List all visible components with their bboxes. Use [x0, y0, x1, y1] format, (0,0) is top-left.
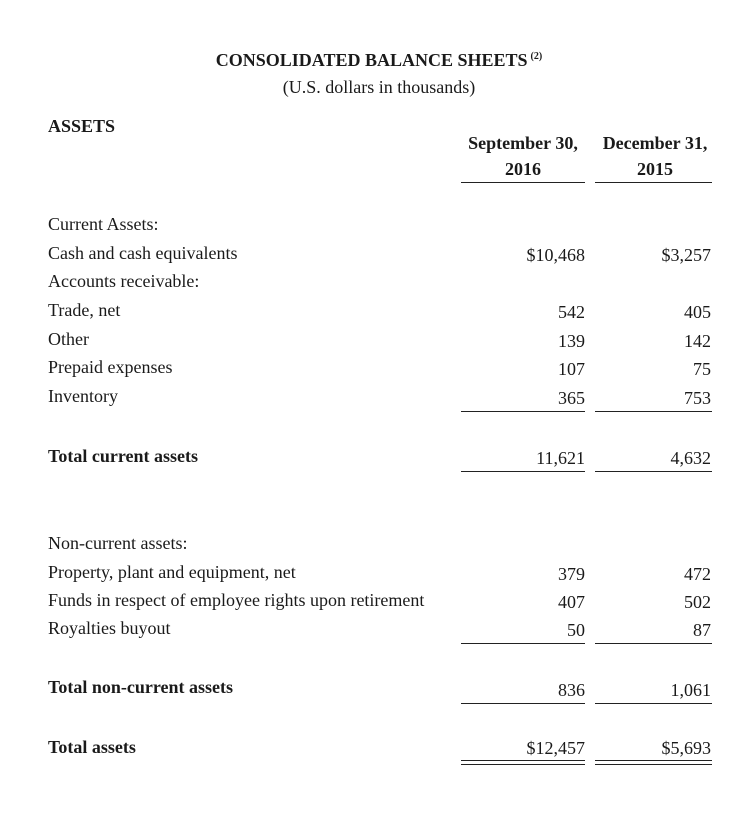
cell-prepaid-2016: 107: [558, 359, 585, 379]
cell-royalties-2016: 50: [567, 620, 585, 640]
column-header-date: December 31,: [602, 133, 708, 153]
total-rule: [461, 471, 585, 472]
header-underline: [461, 182, 585, 183]
title-footnote: (2): [530, 51, 543, 62]
cell-total-assets-2016: $12,457: [526, 738, 585, 758]
subtotal-rule: [595, 643, 712, 644]
cell-total-non-current-2016: 836: [558, 680, 585, 700]
row-label-ppe: Property, plant and equipment, net: [48, 562, 296, 582]
row-label-other: Other: [48, 329, 89, 349]
cell-trade-net-2016: 542: [558, 302, 585, 322]
cell-cash-2015: $3,257: [661, 245, 711, 265]
subtotal-rule: [595, 411, 712, 412]
total-rule: [595, 471, 712, 472]
cell-royalties-2015: 87: [693, 620, 711, 640]
cell-other-2016: 139: [558, 331, 585, 351]
cell-total-non-current-2015: 1,061: [670, 680, 711, 700]
header-underline: [595, 182, 712, 183]
column-header-year: 2016: [505, 159, 541, 179]
row-label-employee-funds: Funds in respect of employee rights upon retirement: [48, 590, 425, 610]
total-rule: [461, 703, 585, 704]
subtotal-rule: [461, 643, 585, 644]
cell-ppe-2015: 472: [684, 564, 711, 584]
page-title: [0, 50, 742, 71]
cell-inventory-2016: 365: [558, 388, 585, 408]
row-label-trade-net: Trade, net: [48, 300, 121, 320]
row-label-inventory: Inventory: [48, 386, 118, 406]
column-header-year: 2015: [637, 159, 673, 179]
column-header-date: September 30,: [468, 133, 578, 153]
row-label-cash: Cash and cash equivalents: [48, 243, 238, 263]
cell-inventory-2015: 753: [684, 388, 711, 408]
cell-total-assets-2015: $5,693: [661, 738, 711, 758]
cell-ppe-2016: 379: [558, 564, 585, 584]
cell-cash-2016: $10,468: [526, 245, 585, 265]
cell-total-current-2016: 11,621: [536, 448, 585, 468]
row-label-total-assets: Total assets: [48, 737, 136, 757]
grand-total-rule-upper: [461, 760, 585, 761]
grand-total-rule-upper: [595, 760, 712, 761]
cell-other-2015: 142: [684, 331, 711, 351]
total-rule: [595, 703, 712, 704]
row-label-current-assets-heading: Current Assets:: [48, 214, 159, 234]
cell-total-current-2015: 4,632: [670, 448, 711, 468]
column-header-2015: [593, 130, 717, 182]
row-label-total-current-assets: Total current assets: [48, 446, 198, 466]
page-subtitle: (U.S. dollars in thousands): [282, 77, 476, 97]
row-label-non-current-assets-heading: Non-current assets:: [48, 533, 188, 553]
row-label-royalties-buyout: Royalties buyout: [48, 618, 171, 638]
row-label-prepaid-expenses: Prepaid expenses: [48, 357, 173, 377]
section-heading-assets: ASSETS: [48, 116, 116, 136]
grand-total-rule-lower: [461, 764, 585, 765]
subtotal-rule: [461, 411, 585, 412]
cell-trade-net-2015: 405: [684, 302, 711, 322]
grand-total-rule-lower: [595, 764, 712, 765]
cell-employee-funds-2015: 502: [684, 592, 711, 612]
column-header-2016: [458, 130, 588, 182]
cell-prepaid-2015: 75: [693, 359, 711, 379]
title-text: CONSOLIDATED BALANCE SHEETS: [215, 50, 528, 70]
row-label-total-non-current-assets: Total non-current assets: [48, 677, 234, 697]
row-label-accounts-receivable-heading: Accounts receivable:: [48, 271, 200, 291]
cell-employee-funds-2016: 407: [558, 592, 585, 612]
